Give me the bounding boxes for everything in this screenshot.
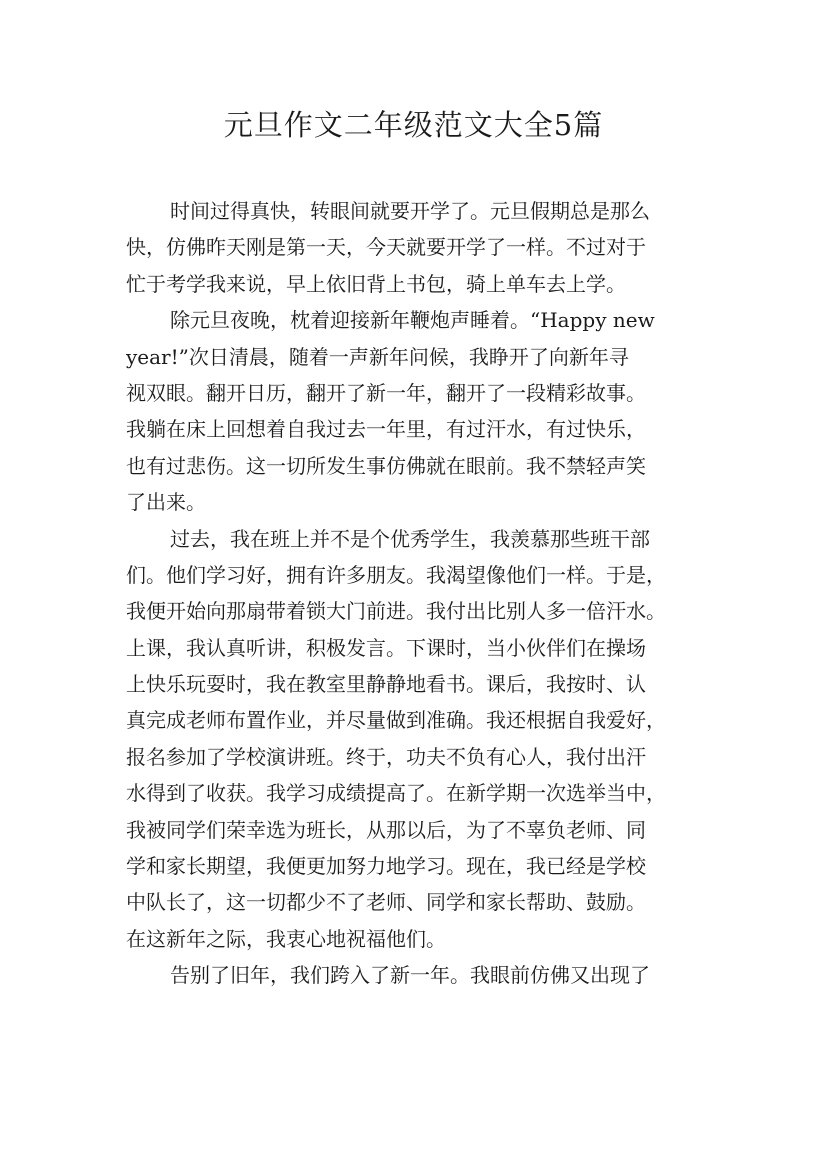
paragraph-line: 我便开始向那扇带着锁大门前进。我付出比别人多一倍汗水。 <box>126 599 666 624</box>
paragraph-line: year!”次日清晨，随着一声新年问候，我睁开了向新年寻 <box>126 344 629 369</box>
paragraph-line: 视双眼。翻开日历，翻开了新一年，翻开了一段精彩故事。 <box>126 380 646 405</box>
paragraph-line: 中队长了，这一切都少不了老师、同学和家长帮助、鼓励。 <box>126 890 646 915</box>
paragraph-line: 上快乐玩耍时，我在教室里静静地看书。课后，我按时、认 <box>126 672 646 697</box>
paragraph-line: 忙于考学我来说，早上依旧背上书包，骑上单车去上学。 <box>126 271 626 296</box>
paragraph-line: 时间过得真快，转眼间就要开学了。元旦假期总是那么 <box>170 199 650 223</box>
paragraph-line: 我躺在床上回想着自我过去一年里，有过汗水，有过快乐， <box>126 417 646 442</box>
paragraph-line: 水得到了收获。我学习成绩提高了。在新学期一次选举当中， <box>126 781 666 806</box>
document-body <box>126 193 716 994</box>
paragraph-line: 报名参加了学校演讲班。终于，功夫不负有心人，我付出汗 <box>126 744 646 769</box>
document-title: 元旦作文二年级范文大全5篇 <box>223 108 604 142</box>
paragraph-line: 们。他们学习好，拥有许多朋友。我渴望像他们一样。于是， <box>126 562 666 587</box>
paragraph-line: 也有过悲伤。这一切所发生事仿佛就在眼前。我不禁轻声笑 <box>126 453 646 478</box>
paragraph-line: 我被同学们荣幸选为班长，从那以后，为了不辜负老师、同 <box>126 817 646 842</box>
paragraph-line: 学和家长期望，我便更加努力地学习。现在，我已经是学校 <box>126 854 646 879</box>
paragraph-line: 快，仿佛昨天刚是第一天，今天就要开学了一样。不过对于 <box>126 235 646 260</box>
paragraph-line: 了出来。 <box>126 490 206 515</box>
paragraph-line: 真完成老师布置作业，并尽量做到准确。我还根据自我爱好， <box>126 708 666 733</box>
paragraph-line: 除元旦夜晚，枕着迎接新年鞭炮声睡着。“Happy new <box>170 308 655 333</box>
paragraph-line: 过去，我在班上并不是个优秀学生，我羡慕那些班干部 <box>170 526 650 551</box>
paragraph-line: 上课，我认真听讲，积极发言。下课时，当小伙伴们在操场 <box>126 635 646 660</box>
paragraph-line: 告别了旧年，我们跨入了新一年。我眼前仿佛又出现了 <box>170 963 650 988</box>
paragraph-line: 在这新年之际，我衷心地祝福他们。 <box>126 926 446 951</box>
